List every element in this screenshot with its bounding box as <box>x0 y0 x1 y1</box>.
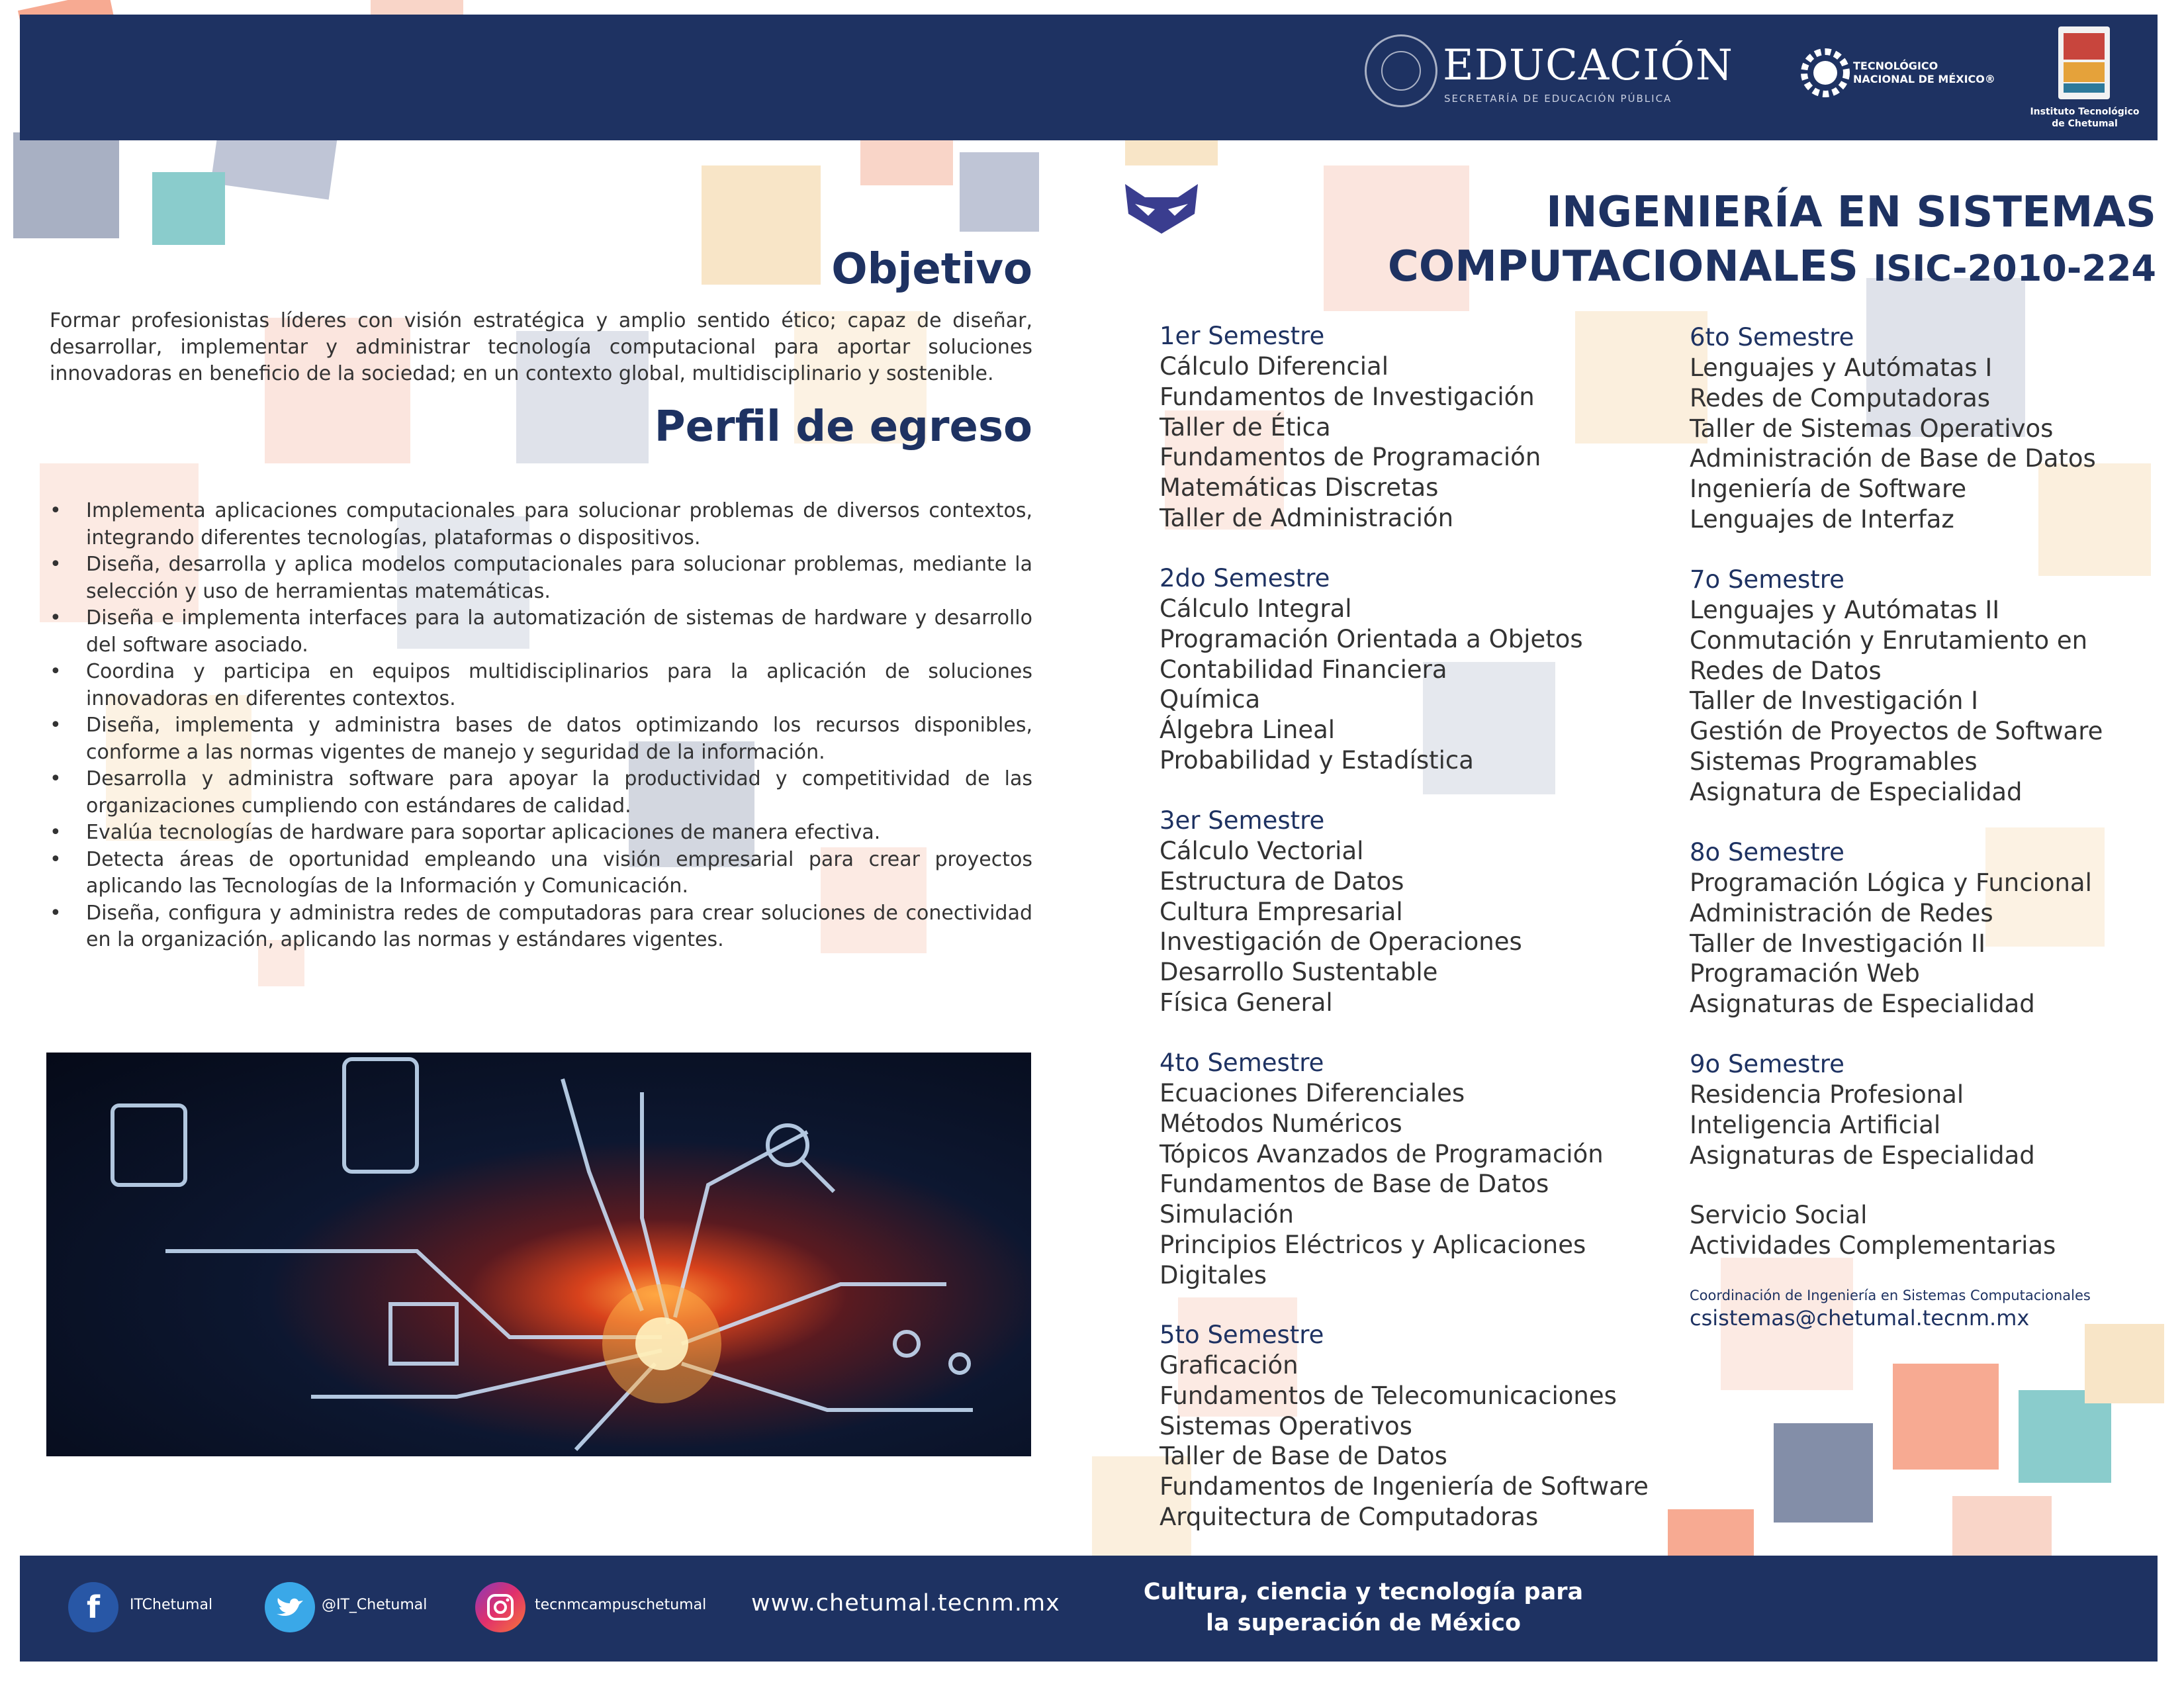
semestre-title: 8o Semestre <box>1690 838 1844 867</box>
semestre-title: 6to Semestre <box>1690 323 1854 352</box>
semestre-title: 7o Semestre <box>1690 565 1844 594</box>
website-link[interactable]: www.chetumal.tecnm.mx <box>751 1590 1060 1617</box>
semestre-title: 2do Semestre <box>1160 564 1330 592</box>
instagram-handle[interactable]: tecnmcampuschetumal <box>535 1597 707 1613</box>
asignatura: Álgebra Lineal <box>1160 716 1336 745</box>
asignatura: Taller de Investigación II <box>1690 929 1985 958</box>
semestre-block <box>1690 565 2184 808</box>
asignatura: Programación Lógica y Funcional <box>1690 868 2092 897</box>
carrera-code: ISIC-2010-224 <box>1873 248 2156 289</box>
asignatura: Residencia Profesional <box>1690 1080 1964 1109</box>
itch-name <box>2019 106 2151 130</box>
facebook-icon[interactable]: f <box>68 1582 118 1632</box>
asignatura: Fundamentos de Base de Datos <box>1160 1170 1549 1199</box>
circuit-photo <box>46 1053 1031 1456</box>
tecnm-name-line1: TECNOLÓGICO <box>1853 60 1938 72</box>
semestre-block <box>1690 837 2184 1019</box>
perfil-item: • Evalúa tecnologías de hardware para soportar aplicaciones de manera efectiva. <box>50 820 1032 847</box>
twitter-icon[interactable] <box>265 1582 315 1632</box>
asignatura: Administración de Base de Datos <box>1690 444 2096 473</box>
asignatura: Desarrollo Sustentable <box>1160 958 1438 987</box>
semestre-block <box>1690 1049 2184 1170</box>
asignatura: Métodos Numéricos <box>1160 1109 1402 1138</box>
semestre-title: 9o Semestre <box>1690 1050 1844 1078</box>
perfil-item: • Desarrolla y administra software para apoyar la productividad y competitividad de las organizaciones cumpliendo con estándares de calidad. <box>50 766 1032 820</box>
perfil-item: • Coordina y participa en equipos multidisciplinarios para la aplicación de soluciones innovadoras en diferentes contextos. <box>50 659 1032 712</box>
asignatura: Lenguajes y Autómatas I <box>1690 353 1993 382</box>
asignatura: Taller de Administración <box>1160 503 1454 532</box>
asignatura: Taller de Investigación I <box>1690 686 1979 716</box>
asignatura: Digitales <box>1160 1260 1267 1289</box>
asignatura: Simulación <box>1160 1200 1294 1229</box>
perfil-item: • Diseña, implementa y administra bases de datos optimizando los recursos disponibles, conforme a las normas vigentes de manejo y seguridad de la información. <box>50 712 1032 766</box>
tecnm-name-line2: NACIONAL DE MÉXICO® <box>1853 73 1995 85</box>
carrera-title-line1: INGENIERÍA EN SISTEMAS <box>1546 188 2156 237</box>
sep-seal-icon <box>1365 34 1437 107</box>
asignatura: Cálculo Vectorial <box>1160 837 1364 865</box>
lema-line2: la superación de México <box>1205 1610 1522 1636</box>
asignatura: Cálculo Diferencial <box>1160 352 1389 381</box>
semestre-block <box>1160 806 1689 1018</box>
asignatura: Fundamentos de Programación <box>1160 443 1541 472</box>
asignatura: Tópicos Avanzados de Programación <box>1160 1139 1604 1168</box>
semestre-block <box>1160 321 1689 534</box>
asignatura: Gestión de Proyectos de Software <box>1690 717 2103 746</box>
objetivo-title: Objetivo <box>831 245 1032 294</box>
tecnm-gear-icon <box>1799 40 1852 106</box>
carrera-title-line2 <box>1324 240 2156 296</box>
asignatura: Fundamentos de Investigación <box>1160 382 1535 411</box>
sep-subtitle: SECRETARÍA DE EDUCACIÓN PÚBLICA <box>1444 93 1672 105</box>
asignatura: Investigación de Operaciones <box>1160 927 1522 957</box>
perfil-item: • Implementa aplicaciones computacionales para solucionar problemas de diversos contextos, integrando diferentes tecnologías, plataformas o dispositivos. <box>50 498 1032 551</box>
asignatura: Programación Web <box>1690 959 1920 988</box>
asignatura: Probabilidad y Estadística <box>1160 745 1474 774</box>
asignatura: Asignatura de Especialidad <box>1690 777 2023 806</box>
circuit-illustration <box>46 1053 1031 1456</box>
itch-shield-icon <box>2058 26 2110 99</box>
asignatura: Principios Eléctricos y Aplicaciones <box>1160 1230 1586 1259</box>
twitter-handle[interactable]: @IT_Chetumal <box>322 1597 428 1613</box>
asignatura: Contabilidad Financiera <box>1160 655 1447 684</box>
perfil-item: • Diseña, desarrolla y aplica modelos computacionales para solucionar problemas, mediante la selección y uso de herramientas matemáticas. <box>50 551 1032 605</box>
semestre-title: 3er Semestre <box>1160 806 1325 835</box>
asignatura: Administración de Redes <box>1690 898 1993 927</box>
asignatura: Física General <box>1160 988 1333 1017</box>
carrera-name-part: COMPUTACIONALES <box>1387 242 1858 291</box>
itch-name-line2: de Chetumal <box>2052 118 2118 129</box>
coordinacion-label: Coordinación de Ingeniería en Sistemas Computacionales <box>1690 1288 2091 1303</box>
lema <box>1125 1577 1602 1639</box>
semestre-block <box>1160 1320 1689 1532</box>
tecnm-name <box>1853 60 1995 86</box>
semestre-block <box>1690 322 2184 535</box>
asignatura: Taller de Ética <box>1160 412 1331 442</box>
asignatura: Matemáticas Discretas <box>1160 473 1439 502</box>
asignatura: Programación Orientada a Objetos <box>1160 624 1583 653</box>
semestre-title: 1er Semestre <box>1160 322 1325 350</box>
itch-name-line1: Instituto Tecnológico <box>2030 107 2140 117</box>
asignatura: Asignaturas de Especialidad <box>1690 990 2035 1019</box>
asignatura: Inteligencia Artificial <box>1690 1110 1941 1139</box>
facebook-handle[interactable]: ITChetumal <box>130 1597 213 1613</box>
servicio-social: Servicio Social <box>1690 1201 1868 1229</box>
asignatura: Estructura de Datos <box>1160 867 1404 896</box>
semestre-title: 4to Semestre <box>1160 1049 1324 1077</box>
asignatura: Conmutación y Enrutamiento en <box>1690 626 2088 655</box>
perfil-item: • Diseña, configura y administra redes de computadoras para crear soluciones de conectividad en la organización, aplicando las normas y estándares vigentes. <box>50 900 1032 954</box>
asignatura: Ecuaciones Diferenciales <box>1160 1079 1465 1107</box>
asignatura: Ingeniería de Software <box>1690 475 1967 504</box>
semestre-block <box>1160 563 1689 776</box>
sep-title: EDUCACIÓN <box>1443 41 1733 90</box>
semestre-block <box>1160 1048 1689 1291</box>
asignatura: Asignaturas de Especialidad <box>1690 1141 2035 1170</box>
asignatura: Redes de Datos <box>1690 656 1882 685</box>
perfil-list <box>50 498 1032 954</box>
asignatura: Graficación <box>1160 1351 1298 1380</box>
perfil-title: Perfil de egreso <box>654 402 1032 451</box>
asignatura: Arquitectura de Computadoras <box>1160 1502 1539 1531</box>
asignatura: Fundamentos de Ingeniería de Software <box>1160 1472 1649 1501</box>
asignatura: Cálculo Integral <box>1160 594 1352 623</box>
lema-line1: Cultura, ciencia y tecnología para <box>1143 1579 1584 1605</box>
asignatura: Sistemas Programables <box>1690 747 1978 776</box>
instagram-icon[interactable] <box>475 1582 525 1632</box>
asignatura: Redes de Computadoras <box>1690 383 1991 412</box>
actividades-complementarias: Actividades Complementarias <box>1690 1231 2056 1260</box>
servicio-block <box>1690 1200 2184 1261</box>
raccoon-mascot-icon <box>1118 177 1205 237</box>
asignatura: Química <box>1160 685 1261 714</box>
asignatura: Cultura Empresarial <box>1160 897 1403 926</box>
objetivo-text: Formar profesionistas líderes con visión estratégica y amplio sentido ético; capaz de diseñar, desarrollar, implementar y administrar tecnología computacional para aportar soluciones innovadoras en beneficio de la sociedad; en un contexto global, multidisciplinario y sostenible. <box>50 309 1032 385</box>
asignatura: Lenguajes y Autómatas II <box>1690 596 2000 624</box>
asignatura: Lenguajes de Interfaz <box>1690 504 1954 534</box>
perfil-item: • Diseña e implementa interfaces para la automatización de sistemas de hardware y desarrollo del software asociado. <box>50 605 1032 659</box>
coordinacion-email-link[interactable]: csistemas@chetumal.tecnm.mx <box>1690 1305 2030 1331</box>
asignatura: Sistemas Operativos <box>1160 1411 1412 1440</box>
asignatura: Taller de Base de Datos <box>1160 1442 1447 1471</box>
asignatura: Fundamentos de Telecomunicaciones <box>1160 1381 1617 1410</box>
asignatura: Taller de Sistemas Operativos <box>1690 414 2054 443</box>
semestre-title: 5to Semestre <box>1160 1321 1324 1349</box>
carrera-title <box>1324 185 2156 296</box>
perfil-item: • Detecta áreas de oportunidad empleando una visión empresarial para crear proyectos aplicando las Tecnologías de la Información y Comunicación. <box>50 847 1032 900</box>
